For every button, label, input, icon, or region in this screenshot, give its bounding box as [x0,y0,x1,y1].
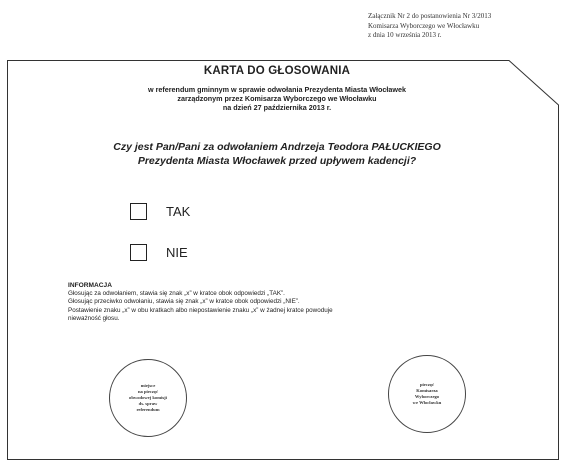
commissioner-stamp: pieczęć Komisarza Wyborczego we Włocławku [388,355,466,433]
nie-label: NIE [166,245,188,260]
ballot-card [7,60,566,460]
subtitle-line: zarządzonym przez Komisarza Wyborczego we Włocławku [177,94,377,103]
question-line: Prezydenta Miasta Włocławek przed upływem kadencji? [137,155,417,167]
annex-line: z dnia 10 września 2013 r. [368,31,442,39]
info-line: Postawienie znaku „x” w obu kratkach albo niepostawienie znaku „x” w żadnej kratce powoduje [68,306,333,314]
ballot-frame [7,60,566,460]
referendum-question [7,140,547,168]
question-line: Czy jest Pan/Pani za odwołaniem Andrzeja Teodora PAŁUCKIEGO [113,141,441,153]
tak-label: TAK [166,204,191,219]
info-line: Głosując przeciwko odwołaniu, stawia się znak „x” w kratce obok odpowiedzi „NIE”. [68,298,300,306]
info-heading: INFORMACJA [68,282,112,289]
annex-line: Załącznik Nr 2 do postanowienia Nr 3/2013 [368,12,492,20]
nie-checkbox[interactable] [130,244,147,261]
tak-checkbox[interactable] [130,203,147,220]
subtitle-line: na dzień 27 października 2013 r. [222,103,332,112]
ballot-title: KARTA DO GŁOSOWANIA [203,65,351,77]
info-section [68,282,488,323]
annex-line: Komisarza Wyborczego we Włocławku [368,21,480,30]
info-line: Głosując za odwołaniem, stawia się znak „x” w kratce obok odpowiedzi „TAK”. [68,290,285,298]
subtitle-line: w referendum gminnym w sprawie odwołania Prezydenta Miasta Włocławek [147,85,407,94]
info-line: nieważność głosu. [68,314,120,322]
annex-note [368,12,558,41]
ballot-subtitle [7,85,547,112]
commission-stamp-placeholder: miejsce na pieczęć obwodowej komisji ds. spraw referendum [109,359,187,437]
